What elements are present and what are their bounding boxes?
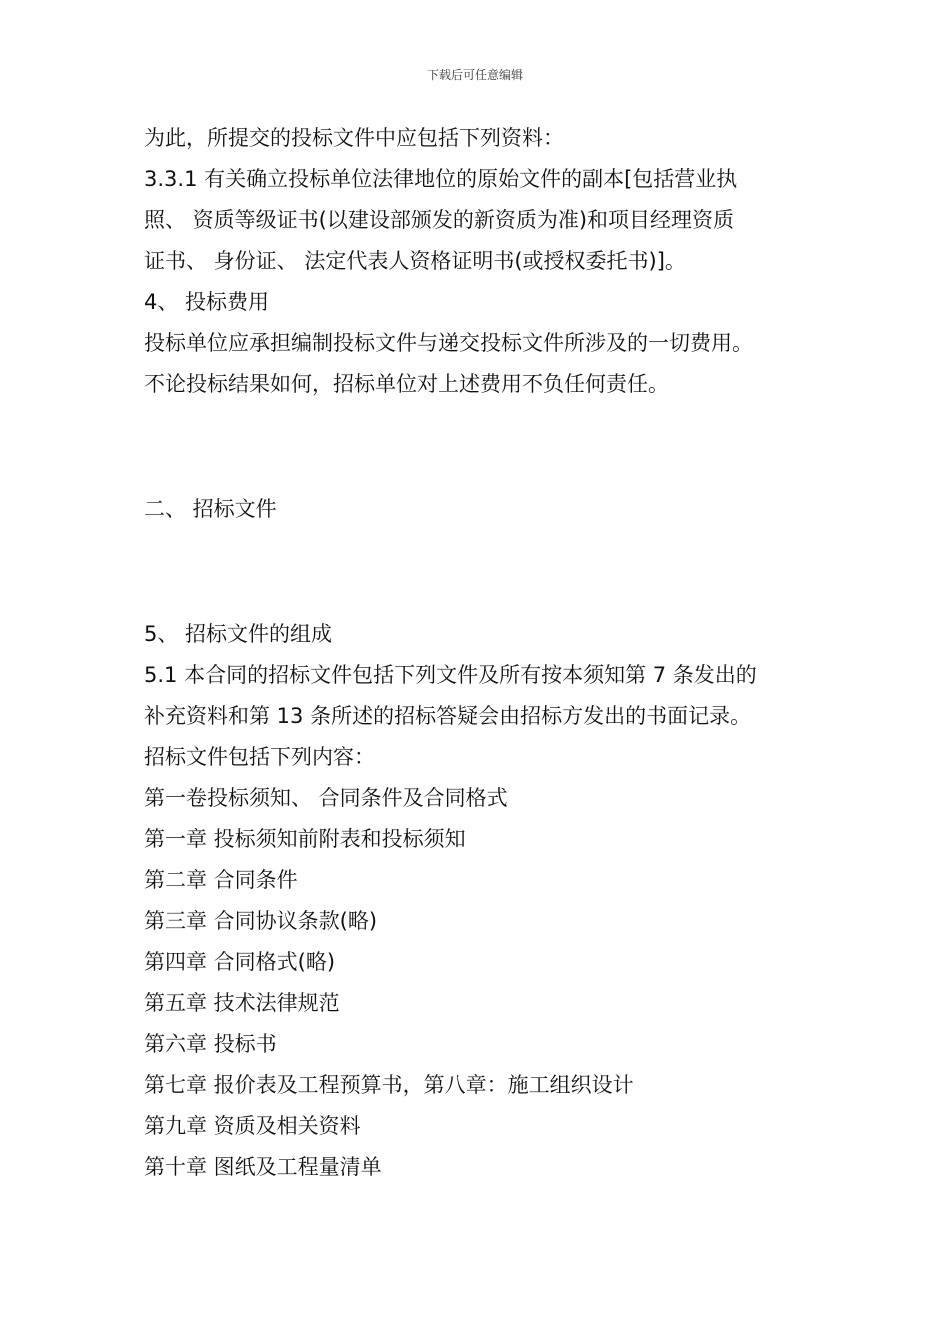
subsection-heading: 4、 投标费用 bbox=[144, 290, 270, 314]
paragraph-line: 补充资料和第 13 条所述的招标答疑会由招标方发出的书面记录。 bbox=[144, 704, 752, 728]
list-item: 第一章 投标须知前附表和投标须知 bbox=[144, 827, 466, 851]
list-item: 第四章 合同格式(略) bbox=[144, 950, 336, 974]
list-item: 第九章 资质及相关资料 bbox=[144, 1114, 361, 1138]
paragraph-line: 投标单位应承担编制投标文件与递交投标文件所涉及的一切费用。 bbox=[144, 331, 753, 355]
paragraph-line: 为此，所提交的投标文件中应包括下列资料： bbox=[144, 126, 564, 150]
list-item: 第三章 合同协议条款(略) bbox=[144, 909, 378, 933]
section-heading: 二、 招标文件 bbox=[144, 497, 277, 521]
list-item: 第七章 报价表及工程预算书，第八章：施工组织设计 bbox=[144, 1073, 634, 1097]
paragraph-line: 证书、 身份证、 法定代表人资格证明书(或授权委托书)]。 bbox=[144, 249, 686, 273]
subsection-heading: 5、 招标文件的组成 bbox=[144, 622, 333, 646]
paragraph-line: 3.3.1 有关确立投标单位法律地位的原始文件的副本[包括营业执 bbox=[144, 167, 738, 191]
page-header-note: 下载后可任意编辑 bbox=[426, 68, 523, 82]
paragraph-line: 5.1 本合同的招标文件包括下列文件及所有按本须知第 7 条发出的 bbox=[144, 663, 757, 687]
list-item: 第一卷投标须知、 合同条件及合同格式 bbox=[144, 786, 508, 810]
paragraph-line: 照、 资质等级证书(以建设部颁发的新资质为准)和项目经理资质 bbox=[144, 208, 735, 232]
paragraph-line: 不论投标结果如何，招标单位对上述费用不负任何责任。 bbox=[144, 372, 669, 396]
paragraph-line: 招标文件包括下列内容： bbox=[144, 745, 375, 769]
document-body bbox=[144, 118, 824, 1188]
spacer bbox=[144, 405, 824, 489]
list-item: 第二章 合同条件 bbox=[144, 868, 298, 892]
list-item: 第十章 图纸及工程量清单 bbox=[144, 1155, 382, 1179]
list-item: 第六章 投标书 bbox=[144, 1032, 277, 1056]
list-item: 第五章 技术法律规范 bbox=[144, 991, 340, 1015]
spacer bbox=[144, 530, 824, 614]
